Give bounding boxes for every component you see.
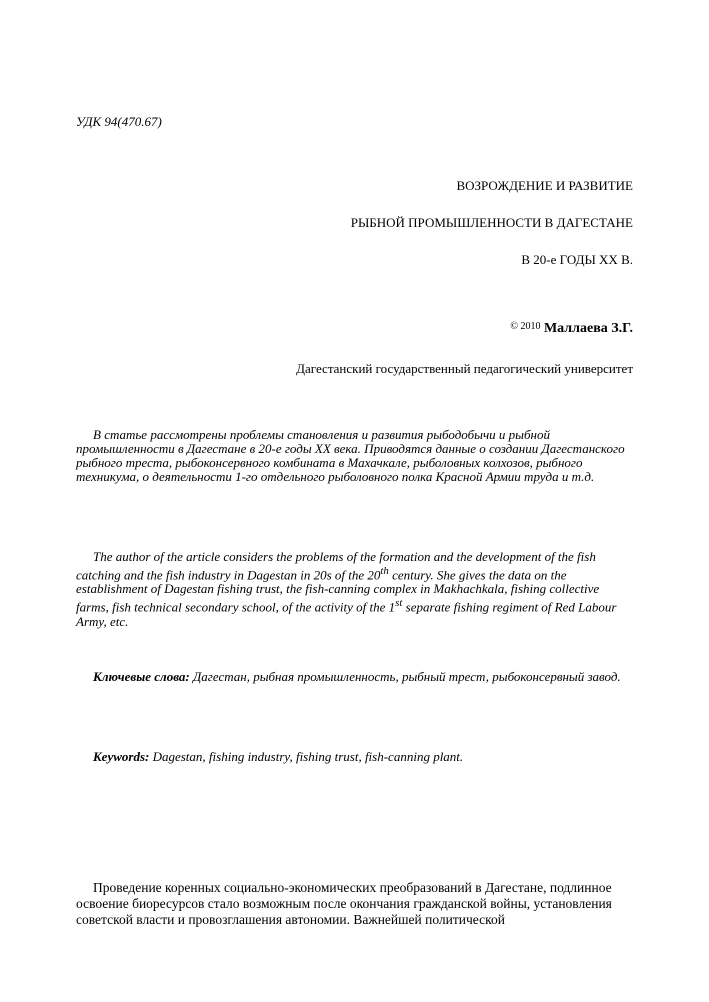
title-line-3: В 20-е ГОДЫ ХХ В. bbox=[521, 252, 633, 267]
body-paragraph bbox=[76, 880, 633, 928]
udk-code: УДК 94(470.67) bbox=[76, 114, 162, 129]
keywords-english-text: Dagestan, fishing industry, fishing trust, fish-canning plant. bbox=[149, 749, 464, 764]
abstract-english-part-2: century. She gives the data on the establishment of Dagestan fishing trust, the fish-canning complex in Makhachkala, fishing collective farms, fish technical secondary school, of the activity of the 1 bbox=[76, 567, 600, 615]
copyright-year: © 2010 bbox=[510, 321, 541, 332]
keywords-russian-text: Дагестан, рыбная промышленность, рыбный трест, рыбоконсервный завод. bbox=[189, 669, 621, 684]
author-line bbox=[233, 318, 633, 338]
author-name: Маллаева З.Г. bbox=[543, 321, 633, 336]
keywords-russian-label: Ключевые слова: bbox=[93, 669, 190, 684]
keywords-russian bbox=[76, 670, 633, 684]
superscript-st: st bbox=[395, 597, 403, 610]
abstract-russian-text: В статье рассмотрены проблемы становления и развития рыбодобычи и рыбной промышленности в Дагестане в 20-е годы ХХ века. Приводятся данные о создании Дагестанского рыбного треста, рыбоконсервного комбината в Махачкале, рыболовных колхозов, рыбного техникума, о деятельности 1-го отдельного рыболовного полка Красной Армии труда и т.д. bbox=[76, 427, 625, 484]
abstract-english-part-1: The author of the article considers the problems of the formation and the development of the fish catching and the fish industry in Dagestan in 20s of the 20 bbox=[76, 549, 596, 583]
abstract-russian bbox=[76, 428, 633, 484]
keywords-english-label: Keywords: bbox=[93, 749, 150, 764]
body-paragraph-text: Проведение коренных социально-экономических преобразований в Дагестане, подлинное освоение биоресурсов стало возможным после окончания гражданской войны, установления советской власти и провозглашения автономии. Важнейшей политической bbox=[76, 880, 612, 927]
keywords-english bbox=[76, 750, 633, 764]
author-affiliation: Дагестанский государственный педагогический университет bbox=[296, 361, 633, 376]
abstract-english-part-3: separate fishing regiment of Red Labour Army, etc. bbox=[76, 599, 617, 629]
abstract-english bbox=[76, 550, 633, 629]
title-line-1: ВОЗРОЖДЕНИЕ И РАЗВИТИЕ bbox=[456, 178, 633, 193]
title-line-2: РЫБНОЙ ПРОМЫШЛЕННОСТИ В ДАГЕСТАНЕ bbox=[350, 215, 633, 230]
superscript-th: th bbox=[380, 565, 389, 577]
article-title bbox=[233, 178, 633, 268]
